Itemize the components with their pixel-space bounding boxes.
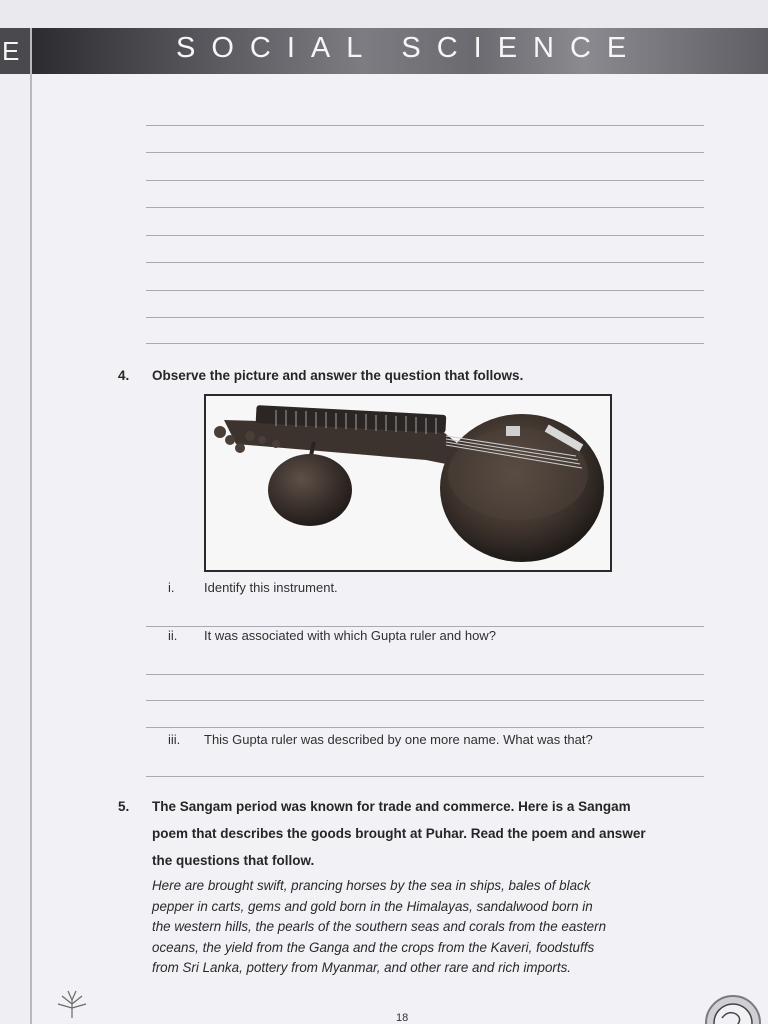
subject-header [32, 28, 768, 74]
answer-line[interactable] [146, 776, 704, 777]
question-number: 4. [118, 368, 130, 383]
answer-line[interactable] [146, 700, 704, 701]
subquestion-text: This Gupta ruler was described by one more name. What was that? [204, 732, 593, 747]
left-page-edge [0, 28, 32, 1024]
answer-line[interactable] [146, 180, 704, 181]
question-number: 5. [118, 799, 130, 814]
subquestion-text: It was associated with which Gupta ruler and how? [204, 628, 496, 643]
subquestion-text: Identify this instrument. [204, 580, 338, 595]
subject-title: SOCIAL SCIENCE [176, 32, 643, 64]
poem-line: Here are brought swift, prancing horses by the sea in ships, bales of black [152, 878, 591, 893]
subquestion-roman: ii. [168, 628, 178, 643]
answer-line[interactable] [146, 152, 704, 153]
poem-line: the western hills, the pearls of the southern seas and corals from the eastern [152, 919, 607, 934]
answer-line[interactable] [146, 207, 704, 208]
answer-line[interactable] [146, 727, 704, 728]
veena-icon [206, 396, 610, 570]
worksheet-page [32, 28, 768, 1024]
answer-line[interactable] [146, 343, 704, 344]
question-prompt-line: the questions that follow. [152, 853, 315, 868]
subquestion-roman: i. [168, 580, 175, 595]
subquestion-roman: iii. [168, 732, 181, 747]
question-prompt-line: The Sangam period was known for trade and commerce. Here is a Sangam [152, 799, 631, 814]
tree-logo-icon [52, 988, 92, 1018]
page-number: 18 [396, 1012, 409, 1024]
question-prompt: Observe the picture and answer the question that follows. [152, 368, 524, 383]
answer-line[interactable] [146, 674, 704, 675]
poem-line: oceans, the yield from the Ganga and the crops from the Kaveri, foodstuffs [152, 939, 595, 955]
left-header-band [0, 28, 30, 74]
poem-line: pepper in carts, gems and gold born in the Himalayas, sandalwood born in [152, 898, 593, 914]
answer-line[interactable] [146, 317, 704, 318]
sangam-poem [152, 876, 708, 979]
answer-line[interactable] [146, 235, 704, 236]
answer-line[interactable] [146, 262, 704, 263]
answer-line[interactable] [146, 626, 704, 627]
globe-icon [704, 994, 762, 1024]
answer-line[interactable] [146, 125, 704, 126]
question-prompt-line: poem that describes the goods brought at Puhar. Read the poem and answer [152, 826, 646, 841]
instrument-photo [204, 394, 612, 572]
left-header-letter: E [2, 36, 22, 66]
poem-line: from Sri Lanka, pottery from Myanmar, and other rare and rich imports. [152, 960, 571, 975]
answer-line[interactable] [146, 290, 704, 291]
